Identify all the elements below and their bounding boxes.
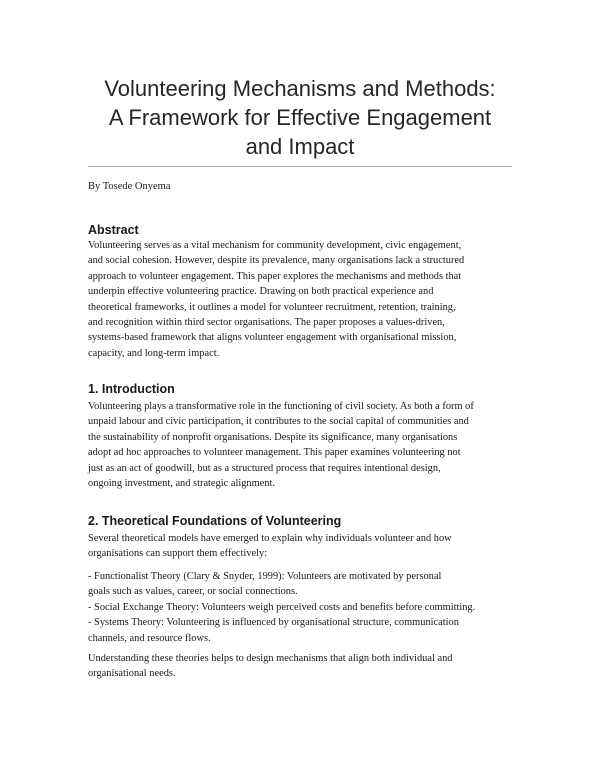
theory-list-line: - Functionalist Theory (Clary & Snyder, 1999): Volunteers are motivated by personal <box>88 571 442 582</box>
abstract-line: theoretical frameworks, it outlines a model for volunteer recruitment, retention, training, <box>88 301 456 313</box>
introduction-line: the sustainability of nonprofit organisations. Despite its significance, many organisations <box>88 431 458 443</box>
introduction-line: adopt ad hoc approaches to volunteer management. This paper examines volunteering not <box>88 447 461 459</box>
theory-intro-line: Several theoretical models have emerged to explain why individuals volunteer and how <box>88 533 452 544</box>
introduction-line: unpaid labour and civic participation, it contributes to the social capital of communities and <box>88 416 469 428</box>
abstract-line: systems-based framework that aligns volunteer engagement with organisational mission, <box>88 332 457 344</box>
theory-intro-line: organisations can support them effectively: <box>88 548 268 560</box>
abstract-heading: Abstract <box>88 223 139 237</box>
theory-heading: 2. Theoretical Foundations of Volunteering <box>88 514 342 528</box>
introduction-line: ongoing investment, and strategic alignment. <box>88 478 275 490</box>
theory-list-line: - Social Exchange Theory: Volunteers weigh perceived costs and benefits before committing. <box>88 601 476 613</box>
theory-intro-paragraph <box>88 531 516 562</box>
title-line-1: Volunteering Mechanisms and Methods: <box>104 76 496 101</box>
abstract-line: Volunteering serves as a vital mechanism for community development, civic engagement, <box>88 240 462 251</box>
abstract-paragraph <box>88 238 516 361</box>
abstract-line: underpin effective volunteering practice. Drawing on both practical experience and <box>88 286 434 298</box>
title-line-2: A Framework for Effective Engagement <box>108 105 492 130</box>
theory-closing-line: Understanding these theories helps to design mechanisms that align both individual and <box>88 653 453 664</box>
theory-list <box>88 569 516 646</box>
introduction-line: Volunteering plays a transformative role in the functioning of civil society. As both a form of <box>88 401 474 412</box>
abstract-line: and recognition within third sector organisations. The paper proposes a values-driven, <box>88 317 445 329</box>
introduction-paragraph <box>88 399 516 491</box>
author-byline: By Tosede Onyema <box>88 181 171 192</box>
theory-list-line: goals such as values, career, or social connections. <box>88 586 298 598</box>
abstract-line: and social cohesion. However, despite its prevalence, many organisations lack a structured <box>88 255 465 267</box>
abstract-line: capacity, and long-term impact. <box>88 347 220 359</box>
introduction-line: just as an act of goodwill, but as a structured process that requires intentional design, <box>88 462 441 474</box>
theory-list-line: channels, and resource flows. <box>88 632 211 644</box>
abstract-line: approach to volunteer engagement. This paper explores the mechanisms and methods that <box>88 270 462 282</box>
paper-title <box>60 74 540 161</box>
theory-list-line: - Systems Theory: Volunteering is influenced by organisational structure, communication <box>88 617 459 629</box>
theory-closing-paragraph <box>88 651 516 682</box>
theory-closing-line: organisational needs. <box>88 668 176 680</box>
introduction-heading: 1. Introduction <box>88 382 175 396</box>
title-line-3: and Impact <box>245 134 355 159</box>
title-underline-rule <box>88 166 512 167</box>
